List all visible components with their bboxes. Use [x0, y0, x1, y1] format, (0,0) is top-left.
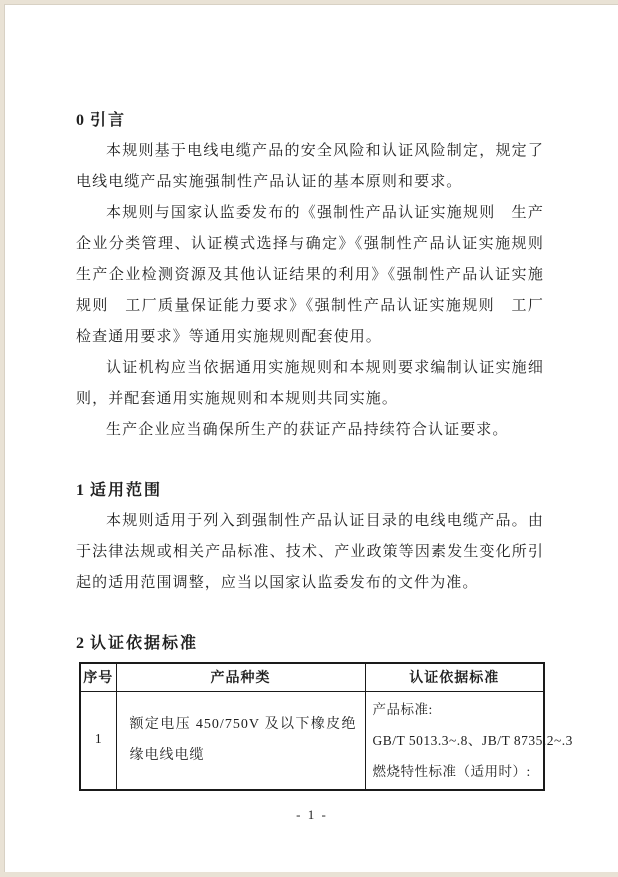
table-header-row [80, 663, 544, 691]
standard-line: GB/T 5013.3~.8、JB/T 8735.2~.3 [372, 732, 573, 748]
paragraph: 认证机构应当依据通用实施规则和本规则要求编制认证实施细则，并配套通用实施规则和本规则共同实施。 [76, 360, 544, 407]
standards-table [79, 662, 573, 791]
heading-label: 认证依据标准 [90, 635, 199, 652]
paragraph: 本规则基于电线电缆产品的安全风险和认证风险制定，规定了电线电缆产品实施强制性产品认证的基本原则和要求。 [76, 143, 544, 190]
section-standards [76, 628, 573, 791]
header-cell-index: 序号 [80, 663, 116, 691]
page-content [76, 105, 573, 791]
table-row [80, 691, 544, 790]
standard-line: 燃烧特性标准（适用时）: [372, 763, 531, 779]
product-category-cell: 额定电压 450/750V 及以下橡皮绝缘电线电缆 [116, 691, 365, 790]
document-page [4, 4, 618, 872]
paragraph: 本规则与国家认监委发布的《强制性产品认证实施规则 生产企业分类管理、认证模式选择与确定》《强制性产品认证实施规则 生产企业检测资源及其他认证结果的利用》《强制性产品认证实施规则 工厂质量保证能力要求》《强制性产品认证实施规则 工厂检查通用要求》等通用实施规则配套使用。 [76, 205, 561, 345]
heading-number: 1 [76, 482, 90, 499]
heading-label: 适用范围 [90, 482, 163, 499]
paragraph: 本规则适用于列入到强制性产品认证目录的电线电缆产品。由于法律法规或相关产品标准、技术、产业政策等因素发生变化所引起的适用范围调整，应当以国家认监委发布的文件为准。 [76, 513, 544, 591]
heading-number: 2 [76, 635, 90, 652]
heading-number: 0 [76, 112, 90, 129]
heading-label: 引言 [90, 112, 127, 129]
section-heading-scope [76, 475, 544, 506]
section-scope [76, 475, 544, 599]
page-number: - 1 - [296, 807, 328, 822]
section-heading-introduction [76, 105, 544, 136]
standard-line: 产品标准: [372, 701, 433, 717]
paragraph: 生产企业应当确保所生产的获证产品持续符合认证要求。 [106, 422, 509, 438]
header-cell-product-category: 产品种类 [116, 663, 365, 691]
header-cell-certification-standard: 认证依据标准 [365, 663, 544, 691]
row-index-cell: 1 [80, 691, 116, 790]
certification-standard-cell [365, 691, 573, 790]
section-heading-standards [76, 628, 544, 659]
section-introduction [76, 105, 561, 446]
